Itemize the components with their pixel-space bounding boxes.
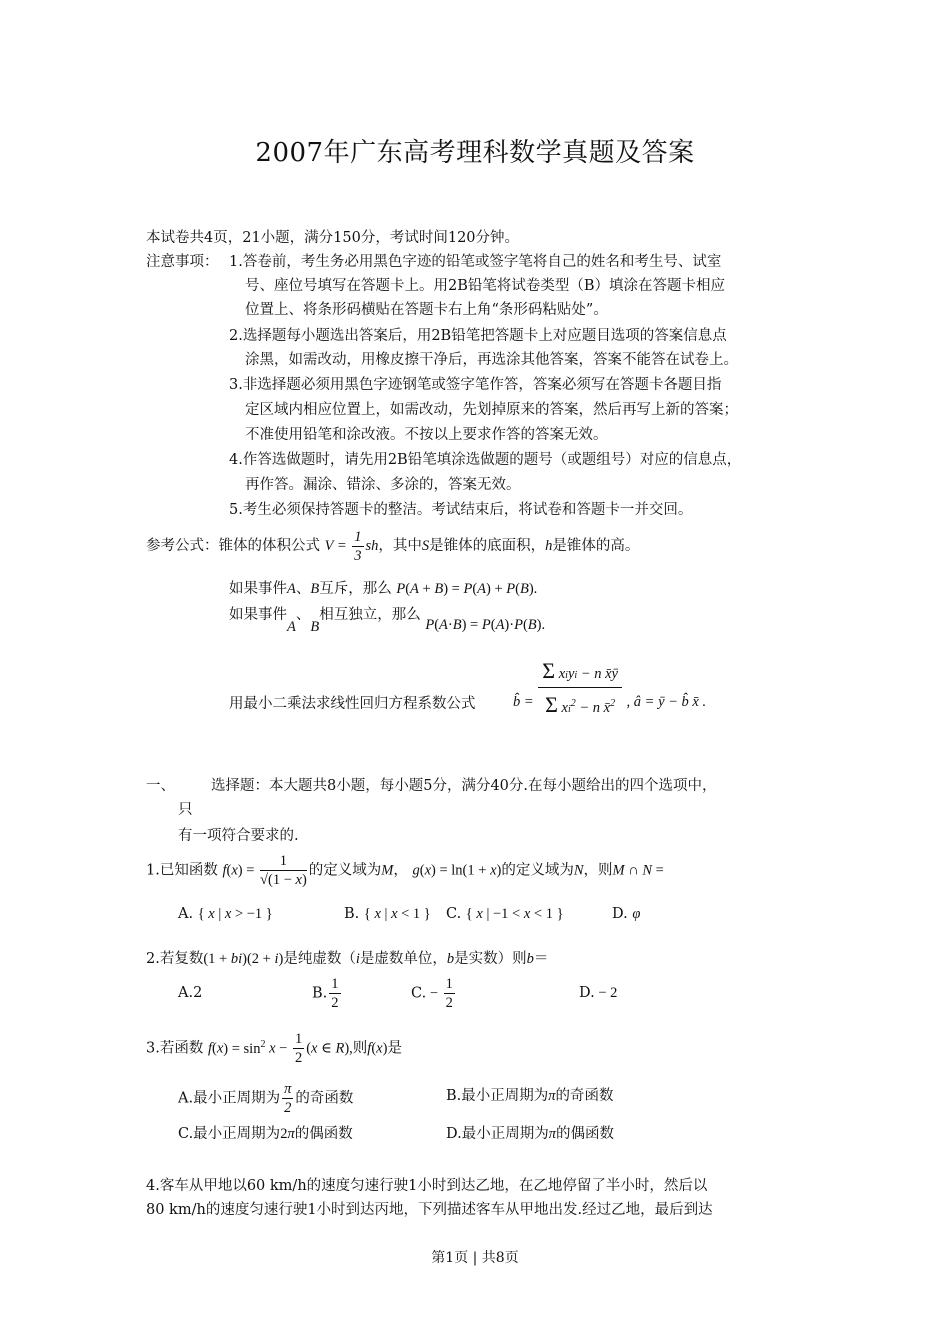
note-line: 1.答卷前，考生务必用黑色字迹的铅笔或签字笔将自己的姓名和考生号、试室 (229, 254, 722, 270)
question-1: 1.已知函数 f(x) = $\frac{1}{√(1 - x)}$ 的定义域为M， g(x) = ln(1 + x)的定义域为N，则M ∩ N = (146, 853, 664, 888)
formula-exclusive: 如果事件A、B互斥，那么 P(A + B) = P(A) + P(B). (229, 581, 538, 597)
note-line: 位置上、将条形码横贴在答题卡右上角“条形码粘贴处”。 (245, 302, 608, 318)
question-2: 2.若复数(1 + bi)(2 + i)是纯虚数（i是虚数单位，b是实数）则b＝ (146, 951, 549, 967)
section1-number: 一、 (146, 778, 175, 794)
note-line: 不准使用铅笔和涂改液。不按以上要求作答的答案无效。 (245, 427, 608, 443)
note-line: 2.选择题每小题选出答案后，用2B铅笔把答题卡上对应题目选项的答案信息点 (229, 328, 727, 344)
question-3: 3.若函数 $f(x) = \sin^2 x$ − $\frac{1}{2}$ (x ∈ R),则f(x)是 (146, 1031, 402, 1066)
note-line: 定区域内相应位置上，如需改动，先划掉原来的答案，然后再写上新的答案； (245, 402, 738, 418)
section1-text2: 只 (178, 802, 193, 818)
page-footer: 第1页 | 共8页 (431, 1250, 519, 1266)
q1-option-d[interactable]: D. φ (612, 906, 641, 922)
formula-cone: 参考公式：锥体的体积公式 V = $\frac{1}{3}$ sh，其中S是锥体的底面积，h是锥体的高。 (146, 529, 640, 564)
q3-option-b[interactable]: B.最小正周期为π的奇函数 (446, 1088, 614, 1104)
q2-option-a[interactable]: A.2 (178, 985, 203, 1001)
question-4-line1: 4.客车从甲地以60 km/h的速度匀速行驶1小时到达乙地，在乙地停留了半小时，然后以 (146, 1178, 708, 1194)
cone-volume-formula: V = $\frac{1}{3}$ sh (324, 529, 379, 564)
intro-text: 本试卷共4页，21小题，满分150分，考试时间120分钟。 (146, 230, 520, 246)
notes-label: 注意事项： (146, 254, 219, 270)
formula-label: 参考公式： (146, 537, 219, 554)
q2-option-c[interactable]: C. − $\frac{1}{2}$ (411, 976, 453, 1011)
regression-formula: b̂ = Σ xiyi − n x̄ȳ Σ $xi^2 - n$ x̄$^2$ , â = ȳ − b̂ x̄ . (513, 658, 707, 717)
q1-option-b[interactable]: B. { x | x < 1 } (344, 906, 431, 922)
section1-text3: 有一项符合要求的. (178, 828, 299, 844)
regression-prefix: 用最小二乘法求线性回归方程系数公式 (229, 696, 476, 712)
q3-option-a[interactable]: A.最小正周期为 $\frac{\pi}{2}$ 的奇函数 (178, 1081, 354, 1116)
page-title: 2007年广东高考理科数学真题及答案 (255, 138, 695, 168)
q3-option-d[interactable]: D.最小正周期为π的偶函数 (446, 1126, 614, 1142)
q1-option-c[interactable]: C. { x | −1 < x < 1 } (446, 906, 564, 922)
note-line: 号、座位号填写在答题卡上。用2B铅笔将试卷类型（B）填涂在答题卡相应 (245, 278, 726, 294)
q1-option-a[interactable]: A. { x | x > −1 } (178, 906, 273, 922)
formula-independent: 如果事件A、B相互独立，那么 P(A·B) = P(A)·P(B). (229, 607, 546, 635)
section1-text: 选择题：本大题共8小题，每小题5分，满分40分.在每小题给出的四个选项中， (211, 778, 717, 794)
note-line: 3.非选择题必须用黑色字迹钢笔或签字笔作答，答案必须写在答题卡各题目指 (229, 377, 722, 393)
question-4-line2: 80 km/h的速度匀速行驶1小时到达丙地，下列描述客车从甲地出发.经过乙地，最后到达 (146, 1202, 713, 1218)
q2-option-b[interactable]: B. $\frac{1}{2}$ (312, 976, 339, 1011)
q3-option-c[interactable]: C.最小正周期为2π的偶函数 (178, 1126, 353, 1142)
note-line: 涂黑，如需改动，用橡皮擦干净后，再选涂其他答案，答案不能答在试卷上。 (245, 352, 738, 368)
note-line: 4.作答选做题时，请先用2B铅笔填涂选做题的题号（或题组号）对应的信息点， (229, 452, 742, 468)
note-line: 再作答。漏涂、错涂、多涂的，答案无效。 (245, 477, 521, 493)
q2-option-d[interactable]: D. − 2 (579, 985, 618, 1001)
note-line: 5.考生必须保持答题卡的整洁。考试结束后，将试卷和答题卡一并交回。 (229, 502, 693, 518)
